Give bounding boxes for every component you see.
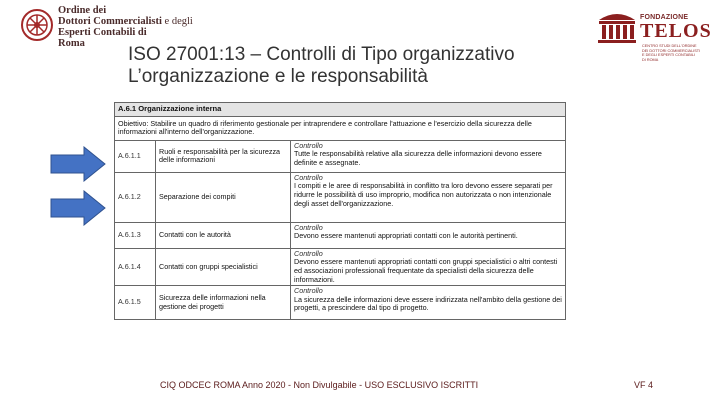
temple-icon xyxy=(596,8,638,46)
control-id: A.6.1.2 xyxy=(115,172,156,222)
control-cell xyxy=(291,286,566,320)
table-header-row xyxy=(115,103,566,117)
right-arrow-icon xyxy=(50,190,106,226)
control-label: Controllo xyxy=(294,140,323,150)
odcec-line-1: Ordine dei xyxy=(58,5,107,16)
slide-title xyxy=(128,44,515,88)
control-id: A.6.1.4 xyxy=(115,248,156,285)
slide-title-line-1: ISO 27001:13 – Controlli di Tipo organizzativo xyxy=(128,44,515,65)
odcec-line-2: Dottori Commercialisti e degli xyxy=(58,16,193,27)
control-label: Controllo xyxy=(294,286,323,296)
right-arrow-icon xyxy=(50,146,106,182)
control-text: Devono essere mantenuti appropriati contatti con le autorità pertinenti. xyxy=(294,231,518,241)
controls-table xyxy=(114,102,566,320)
control-id: A.6.1.3 xyxy=(115,222,156,248)
control-text: Devono essere mantenuti appropriati contatti con gruppi specialistici o altri contesti ed associazioni professionali frequentate da specialisti della sicurezza delle informazioni. xyxy=(294,257,558,284)
control-text: I compiti e le aree di responsabilità in conflitto tra loro devono essere separati per ridurre le possibilità di uso improprio, modifica non autorizzata o non intenzionale degli asset dell'organizzazione. xyxy=(294,181,553,208)
odcec-line-4: Roma xyxy=(58,38,85,49)
telos-fondazione: FONDAZIONE xyxy=(640,14,689,21)
odcec-line-3: Esperti Contabili di xyxy=(58,27,147,38)
control-name: Sicurezza delle informazioni nella gestione dei progetti xyxy=(156,286,291,320)
telos-subtitle: CENTRO STUDI DELL'ORDINE DEI DOTTORI COMMERCIALISTI E DEGLI ESPERTI CONTABILI DI ROMA xyxy=(642,44,701,62)
table-header: A.6.1 Organizzazione interna xyxy=(115,103,566,117)
page-number: VF 4 xyxy=(634,380,654,390)
telos-logo xyxy=(596,8,716,64)
table-row xyxy=(115,248,566,285)
control-cell xyxy=(291,248,566,285)
control-cell xyxy=(291,140,566,172)
slide-title-line-2: L’organizzazione e le responsabilità xyxy=(128,66,428,87)
control-label: Controllo xyxy=(294,222,323,232)
control-id: A.6.1.5 xyxy=(115,286,156,320)
objective-row xyxy=(115,116,566,140)
telos-name: TELOS xyxy=(640,20,712,42)
control-id: A.6.1.1 xyxy=(115,140,156,172)
control-name: Ruoli e responsabilità per la sicurezza delle informazioni xyxy=(156,140,291,172)
control-name: Contatti con le autorità xyxy=(156,222,291,248)
control-name: Separazione dei compiti xyxy=(156,172,291,222)
odcec-wordmark xyxy=(58,5,193,49)
control-text: Tutte le responsabilità relative alla sicurezza delle informazioni devono essere definite e assegnate. xyxy=(294,149,542,167)
control-label: Controllo xyxy=(294,248,323,258)
control-cell xyxy=(291,172,566,222)
control-cell xyxy=(291,222,566,248)
table-row xyxy=(115,222,566,248)
control-text: La sicurezza delle informazioni deve essere indirizzata nell'ambito della gestione dei progetti, a prescindere dal tipo di progetto. xyxy=(294,294,562,313)
objective-text: Obiettivo: Stabilire un quadro di riferimento gestionale per intraprendere e controllare l'attuazione e l'esercizio della sicurezza delle informazioni all'interno dell'organizzazione. xyxy=(115,116,566,140)
table-row xyxy=(115,172,566,222)
control-label: Controllo xyxy=(294,172,323,182)
control-name: Contatti con gruppi specialistici xyxy=(156,248,291,285)
table-row xyxy=(115,140,566,172)
footer-text: CIQ ODCEC ROMA Anno 2020 - Non Divulgabile - USO ESCLUSIVO ISCRITTI xyxy=(160,380,479,390)
odcec-logo xyxy=(18,4,218,48)
table-row xyxy=(115,286,566,320)
odcec-emblem-icon xyxy=(20,6,54,44)
